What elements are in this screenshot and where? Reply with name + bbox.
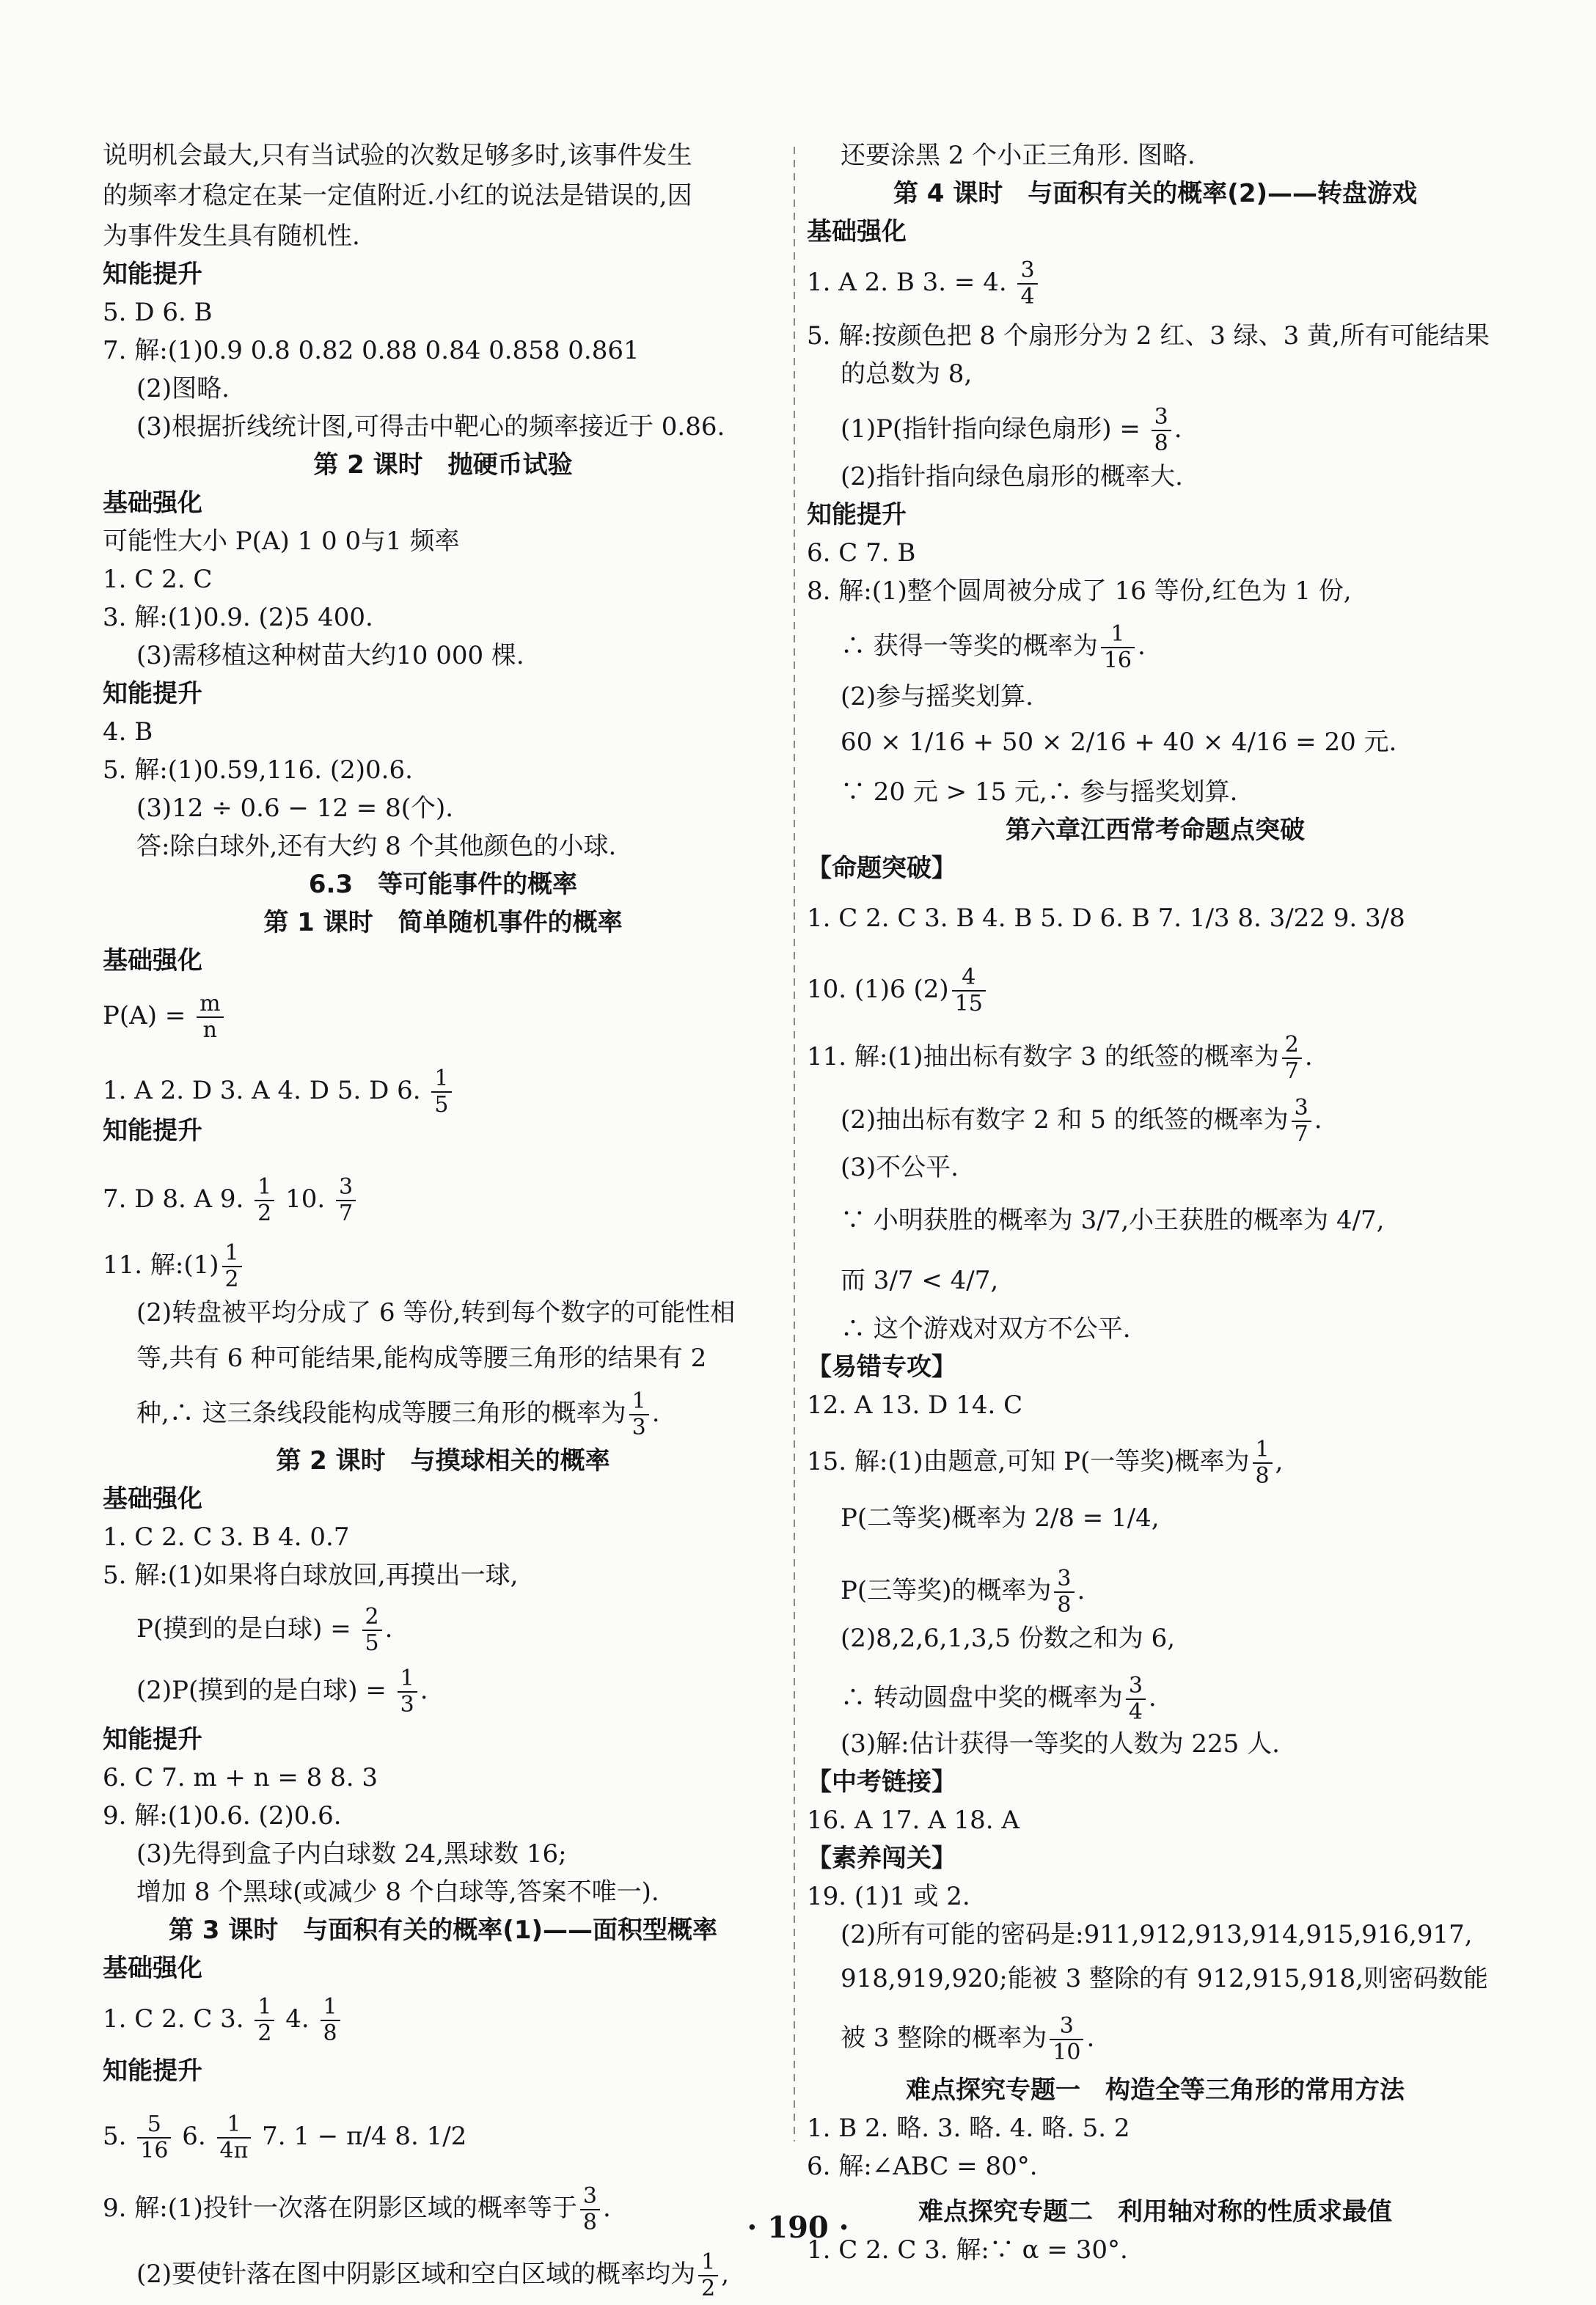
line-text: ∴ 获得一等奖的概率为: [841, 631, 1098, 661]
answer-line: [103, 336, 783, 365]
answer-line: [103, 1839, 783, 1869]
line-text: 19. (1)1 或 2.: [807, 1882, 970, 1911]
numerator: 5: [137, 2112, 171, 2139]
denominator: 3: [632, 1415, 646, 1440]
line-text: 1. C 2. C 3.: [103, 2004, 252, 2034]
numerator: 3: [336, 1175, 356, 1201]
fraction: [1054, 1566, 1074, 1618]
fraction: [362, 1605, 382, 1656]
answer-line: [807, 622, 1504, 673]
answer-line: [807, 1153, 1504, 1182]
section-heading: [103, 1954, 783, 1983]
section-heading: [103, 2056, 783, 2086]
fraction: [222, 1241, 242, 1292]
line-text: 15. 解:(1)由题意,可知 P(一等奖)概率为: [807, 1447, 1250, 1476]
numerator: 1: [398, 1666, 417, 1693]
answer-line: [807, 1624, 1504, 1653]
line-text: (3)先得到盒子内白球数 24,黑球数 16;: [136, 1839, 567, 1869]
answer-line: [103, 1763, 783, 1792]
denominator: 4: [1020, 284, 1035, 309]
denominator: 8: [582, 2210, 597, 2235]
line-text: ∵ 20 元 > 15 元,∴ 参与摇奖划算.: [841, 777, 1238, 807]
denominator: 2: [257, 1201, 272, 1226]
fraction: [431, 1066, 451, 1118]
section-heading: [103, 679, 783, 708]
line-text-tail: ,: [1275, 1447, 1284, 1476]
line-text: (2)指针指向绿色扇形的概率大.: [841, 462, 1183, 491]
answer-line: [103, 794, 783, 823]
answer-line: [807, 321, 1504, 351]
line-text: 第 2 课时 抛硬币试验: [313, 450, 573, 480]
line-text: 还要涂黑 2 个小正三角形. 图略.: [841, 141, 1196, 170]
section-heading: [807, 2075, 1504, 2105]
answer-line: [103, 832, 783, 861]
answer-line: [103, 1066, 783, 1118]
denominator: 16: [140, 2138, 169, 2163]
line-text: ∵ 小明获胜的概率为 3/7,小王获胜的概率为 4/7,: [841, 1206, 1385, 1235]
answer-line: [103, 1995, 783, 2046]
line-text-tail: ,: [721, 2260, 730, 2289]
denominator: 8: [1255, 1463, 1270, 1489]
line-text: 7. D 8. A 9.: [103, 1184, 252, 1214]
denominator: 10: [1053, 2040, 1081, 2065]
answer-line: [103, 1801, 783, 1831]
line-text: 【命题突破】: [807, 854, 956, 883]
section-heading: [807, 1352, 1504, 1382]
answer-line: [807, 359, 1504, 389]
fraction: [398, 1666, 417, 1718]
section-heading: [807, 217, 1504, 246]
denominator: 2: [224, 1267, 239, 1292]
section-heading: [807, 1844, 1504, 1873]
answer-line: [807, 1920, 1504, 1949]
section-heading: [807, 854, 1504, 883]
section-heading: [103, 450, 783, 480]
denominator: 16: [1103, 648, 1132, 673]
line-text: 答:除白球外,还有大约 8 个其他颜色的小球.: [136, 832, 617, 861]
column-divider: [794, 147, 795, 2141]
denominator: 3: [400, 1692, 414, 1718]
line-text-tail: .: [1148, 1683, 1157, 1712]
numerator: 3: [1017, 258, 1037, 285]
fraction: [336, 1175, 356, 1226]
line-text: 第六章江西常考命题点突破: [1006, 816, 1305, 845]
line-text: P(摸到的是白球) =: [136, 1614, 359, 1643]
line-text: 7. 解:(1)0.9 0.8 0.82 0.88 0.84 0.858 0.861: [103, 336, 640, 365]
line-text: (2)参与摇奖划算.: [841, 682, 1033, 711]
section-heading: [103, 870, 783, 899]
line-text: ∴ 转动圆盘中奖的概率为: [841, 1683, 1123, 1712]
answer-line: [807, 462, 1504, 491]
line-text: 基础强化: [103, 1484, 202, 1514]
line-text: 【素养闯关】: [807, 1844, 956, 1873]
section-heading: [807, 1767, 1504, 1797]
line-text: 基础强化: [807, 217, 907, 246]
line-text: 8. 解:(1)整个圆周被分成了 16 等份,红色为 1 份,: [807, 576, 1352, 606]
fraction: [255, 1175, 274, 1226]
fraction: [321, 1995, 340, 2046]
answer-line: [103, 527, 783, 556]
line-text-tail: .: [602, 2194, 611, 2223]
line-text-tail: .: [651, 1399, 660, 1428]
section-heading: [103, 260, 783, 289]
line-text: 难点探究专题一 构造全等三角形的常用方法: [906, 2075, 1405, 2105]
numerator: 1: [1253, 1437, 1273, 1464]
line-text: 11. 解:(1)抽出标有数字 3 的纸签的概率为: [807, 1042, 1279, 1071]
answer-line: [807, 2014, 1504, 2065]
line-text: 可能性大小 P(A) 1 0 0与1 频率: [103, 527, 460, 556]
answer-line: [103, 1561, 783, 1590]
answer-line: [103, 1344, 783, 1373]
numerator: 1: [698, 2250, 718, 2276]
line-text: 1. B 2. 略. 3. 略. 4. 略. 5. 2: [807, 2114, 1130, 2143]
fraction: [1050, 2014, 1083, 2065]
line-text: 知能提升: [103, 679, 202, 708]
line-text: 的频率才稳定在某一定值附近.小红的说法是错误的,因: [103, 181, 692, 210]
answer-line: [807, 576, 1504, 606]
answer-line: [103, 412, 783, 441]
answer-line: [807, 1806, 1504, 1835]
answer-line: [807, 1566, 1504, 1618]
line-text: P(二等奖)概率为 2/8 = 1/4,: [841, 1503, 1160, 1533]
line-text: (2)所有可能的密码是:911,912,913,914,915,916,917,: [841, 1920, 1473, 1949]
numerator: 1: [629, 1389, 649, 1415]
numerator: 1: [1101, 622, 1135, 648]
line-text: 1. A 2. B 3. = 4.: [807, 268, 1015, 297]
line-text-tail: 7. 1 − π/4 8. 1/2: [254, 2122, 467, 2151]
line-text: (3)需移植这种树苗大约10 000 棵.: [136, 641, 524, 670]
line-text: (3)12 ÷ 0.6 − 12 = 8(个).: [136, 794, 454, 823]
answer-line: [807, 2114, 1504, 2143]
section-heading: [103, 488, 783, 518]
answer-line: [103, 1175, 783, 1226]
section-heading: [807, 500, 1504, 529]
answer-line: [103, 1389, 783, 1440]
line-text: 9. 解:(1)投针一次落在阴影区域的概率等于: [103, 2194, 577, 2223]
line-text: (3)不公平.: [841, 1153, 959, 1182]
section-heading: [103, 1916, 783, 1945]
line-text: 1. C 2. C 3. B 4. 0.7: [103, 1522, 350, 1552]
answer-line: [807, 1390, 1504, 1420]
numerator: 3: [580, 2184, 600, 2210]
fraction: [1126, 1674, 1146, 1725]
numerator: 1: [255, 1175, 274, 1201]
line-text: 知能提升: [103, 2056, 202, 2086]
line-text: 5.: [103, 2122, 135, 2151]
numerator: 2: [362, 1605, 382, 1631]
answer-line: [103, 992, 783, 1043]
line-text: (2)P(摸到的是白球) =: [136, 1676, 395, 1705]
line-text: 1. C 2. C: [103, 565, 213, 594]
denominator: 2: [257, 2020, 272, 2046]
numerator: 4: [952, 965, 986, 992]
fraction: [1282, 1033, 1302, 1084]
line-text-tail: .: [1314, 1105, 1322, 1135]
answer-line: [807, 1729, 1504, 1759]
line-text: 1. C 2. C 3. B 4. B 5. D 6. B 7. 1/3 8. 3/22 9. 3/8: [807, 904, 1405, 933]
answer-line: [807, 1033, 1504, 1084]
answer-line: [807, 141, 1504, 170]
line-text: 918,919,920;能被 3 整除的有 912,915,918,则密码数能: [841, 1964, 1488, 1993]
line-text: 第 1 课时 简单随机事件的概率: [263, 908, 623, 937]
line-text: (2)图略.: [136, 374, 230, 403]
line-text: 第 4 课时 与面积有关的概率(2)——转盘游戏: [893, 179, 1418, 208]
answer-line: [807, 965, 1504, 1016]
denominator: 5: [434, 1092, 449, 1118]
line-text-tail: .: [420, 1676, 428, 1705]
fraction: [629, 1389, 649, 1440]
answer-line: [103, 603, 783, 632]
line-text: 1. C 2. C 3. 解:∵ α = 30°.: [807, 2235, 1128, 2265]
line-text: 6. C 7. m + n = 8 8. 3: [103, 1763, 378, 1792]
answer-line: [103, 221, 783, 251]
section-heading: [103, 946, 783, 975]
line-text: (3)解:估计获得一等奖的人数为 225 人.: [841, 1729, 1280, 1759]
line-text: 说明机会最大,只有当试验的次数足够多时,该事件发生: [103, 141, 692, 170]
line-text-tail: .: [1304, 1042, 1313, 1071]
page-number: · 190 ·: [747, 2210, 849, 2245]
section-heading: [103, 1116, 783, 1146]
line-text: 被 3 整除的概率为: [841, 2023, 1047, 2053]
line-text: 知能提升: [807, 500, 907, 529]
line-text: 3. 解:(1)0.9. (2)5 400.: [103, 603, 373, 632]
numerator: 2: [1282, 1033, 1302, 1059]
fraction: [255, 1995, 274, 2046]
line-text: ∴ 这个游戏对双方不公平.: [841, 1314, 1131, 1344]
line-text: 5. 解:(1)如果将白球放回,再摸出一球,: [103, 1561, 519, 1590]
line-text: 种,∴ 这三条线段能构成等腰三角形的概率为: [136, 1399, 626, 1428]
numerator: 1: [255, 1995, 274, 2021]
answer-line: [103, 1666, 783, 1718]
line-text: 9. 解:(1)0.6. (2)0.6.: [103, 1801, 342, 1831]
section-heading: [103, 908, 783, 937]
denominator: n: [202, 1017, 217, 1043]
denominator: 8: [323, 2020, 337, 2046]
line-text: 基础强化: [103, 488, 202, 518]
line-text: (2)要使针落在图中阴影区域和空白区域的概率均为: [136, 2260, 696, 2289]
line-text: 5. 解:(1)0.59,116. (2)0.6.: [103, 755, 413, 785]
numerator: 1: [431, 1066, 451, 1093]
line-text: 的总数为 8,: [841, 359, 973, 389]
answer-line: [807, 1314, 1504, 1344]
line-text: 【易错专攻】: [807, 1352, 956, 1382]
line-text-tail: .: [1174, 414, 1182, 444]
section-heading: [103, 1446, 783, 1476]
line-text: 知能提升: [103, 1116, 202, 1146]
answer-line: [807, 405, 1504, 456]
answer-line: [103, 641, 783, 670]
denominator: 8: [1057, 1592, 1072, 1618]
answer-line: [807, 1674, 1504, 1725]
answer-line: [807, 538, 1504, 568]
answer-line: [103, 565, 783, 594]
answer-line: [807, 1096, 1504, 1147]
line-text: 等,共有 6 种可能结果,能构成等腰三角形的结果有 2: [136, 1344, 707, 1373]
answer-line: [807, 1964, 1504, 1993]
numerator: m: [197, 992, 223, 1018]
line-text: 60 × 1/16 + 50 × 2/16 + 40 × 4/16 = 20 元.: [841, 728, 1397, 757]
answer-line: [807, 1266, 1504, 1295]
line-text: 难点探究专题二 利用轴对称的性质求最值: [918, 2197, 1392, 2227]
fraction: [137, 2112, 171, 2163]
line-text: (3)根据折线统计图,可得击中靶心的频率接近于 0.86.: [136, 412, 725, 441]
answer-line: [103, 1522, 783, 1552]
line-text: 5. D 6. B: [103, 298, 213, 327]
line-text: 【中考链接】: [807, 1767, 956, 1797]
denominator: 8: [1154, 430, 1168, 456]
denominator: 7: [1284, 1058, 1299, 1084]
line-text: (2)8,2,6,1,3,5 份数之和为 6,: [841, 1624, 1176, 1653]
line-text: 增加 8 个黑球(或减少 8 个白球等,答案不唯一).: [136, 1877, 659, 1907]
line-text: 6. 解:∠ABC = 80°.: [807, 2152, 1038, 2181]
line-text: 1. A 2. D 3. A 4. D 5. D 6.: [103, 1076, 429, 1105]
section-heading: [103, 1725, 783, 1754]
line-text: 10. (1)6 (2): [807, 975, 949, 1004]
answer-line: [807, 904, 1504, 933]
line-text: P(A) =: [103, 1001, 194, 1030]
answer-line: [807, 2152, 1504, 2181]
answer-line: [103, 755, 783, 785]
fraction: [952, 965, 986, 1016]
line-text: 而 3/7 < 4/7,: [841, 1266, 999, 1295]
section-heading: [807, 179, 1504, 208]
line-text: (2)抽出标有数字 2 和 5 的纸签的概率为: [841, 1105, 1289, 1135]
answer-line: [103, 298, 783, 327]
denominator: 4π: [219, 2138, 249, 2163]
answer-line: [807, 1882, 1504, 1911]
line-text: 6. C 7. B: [807, 538, 916, 568]
answer-line: [807, 1206, 1504, 1235]
fraction: [1152, 405, 1171, 456]
answer-line: [103, 1877, 783, 1907]
line-text: 基础强化: [103, 1954, 202, 1983]
answer-line: [103, 2112, 783, 2163]
answer-line: [103, 374, 783, 403]
answer-line: [807, 728, 1504, 757]
line-text-mid: 6.: [174, 2122, 214, 2151]
numerator: 3: [1292, 1096, 1311, 1122]
answer-line: [807, 258, 1504, 309]
denominator: 15: [954, 991, 983, 1016]
denominator: 7: [1294, 1121, 1308, 1147]
denominator: 5: [365, 1630, 379, 1656]
line-text: 第 3 课时 与面积有关的概率(1)——面积型概率: [168, 1916, 718, 1945]
line-text: 4. B: [103, 717, 153, 747]
line-text: 为事件发生具有随机性.: [103, 221, 360, 251]
line-text: (2)转盘被平均分成了 6 等份,转到每个数字的可能性相: [136, 1298, 736, 1327]
numerator: 1: [222, 1241, 242, 1267]
numerator: 1: [217, 2112, 252, 2139]
line-text: 第 2 课时 与摸球相关的概率: [276, 1446, 610, 1476]
answer-line: [103, 717, 783, 747]
numerator: 3: [1126, 1674, 1146, 1700]
line-text-tail: .: [384, 1614, 393, 1643]
answer-line: [807, 682, 1504, 711]
answer-line: [807, 777, 1504, 807]
denominator: 2: [701, 2276, 716, 2301]
answer-line: [103, 1241, 783, 1292]
line-text: (1)P(指针指向绿色扇形) =: [841, 414, 1149, 444]
line-text-mid: 4.: [277, 2004, 318, 2034]
line-text: 基础强化: [103, 946, 202, 975]
answer-line: [103, 141, 783, 170]
line-text-tail: .: [1086, 2023, 1095, 2053]
section-heading: [103, 1484, 783, 1514]
answer-line: [103, 1605, 783, 1656]
section-heading: [807, 816, 1504, 845]
line-text: 6.3 等可能事件的概率: [308, 870, 578, 899]
answer-line: [103, 181, 783, 210]
numerator: 3: [1054, 1566, 1074, 1593]
line-text-tail: .: [1077, 1576, 1086, 1605]
fraction: [1017, 258, 1037, 309]
line-text-mid: 10.: [277, 1184, 333, 1214]
line-text: 5. 解:按颜色把 8 个扇形分为 2 红、3 绿、3 黄,所有可能结果: [807, 321, 1490, 351]
denominator: 7: [338, 1201, 354, 1226]
numerator: 1: [321, 1995, 340, 2021]
answer-line: [103, 1298, 783, 1327]
line-text: 知能提升: [103, 1725, 202, 1754]
fraction: [217, 2112, 252, 2163]
fraction: [1292, 1096, 1311, 1147]
line-text: 12. A 13. D 14. C: [807, 1390, 1023, 1420]
line-text: P(三等奖)的概率为: [841, 1576, 1052, 1605]
answer-line: [103, 2250, 783, 2301]
answer-line: [807, 1437, 1504, 1489]
line-text: 11. 解:(1): [103, 1250, 219, 1280]
fraction: [197, 992, 223, 1043]
fraction: [1101, 622, 1135, 673]
denominator: 4: [1128, 1699, 1143, 1725]
fraction: [698, 2250, 718, 2301]
line-text: 16. A 17. A 18. A: [807, 1806, 1020, 1835]
line-text-tail: .: [1138, 631, 1146, 661]
line-text: 知能提升: [103, 260, 202, 289]
numerator: 3: [1152, 405, 1171, 431]
answer-line: [807, 1503, 1504, 1533]
fraction: [1253, 1437, 1273, 1489]
numerator: 3: [1050, 2014, 1083, 2040]
